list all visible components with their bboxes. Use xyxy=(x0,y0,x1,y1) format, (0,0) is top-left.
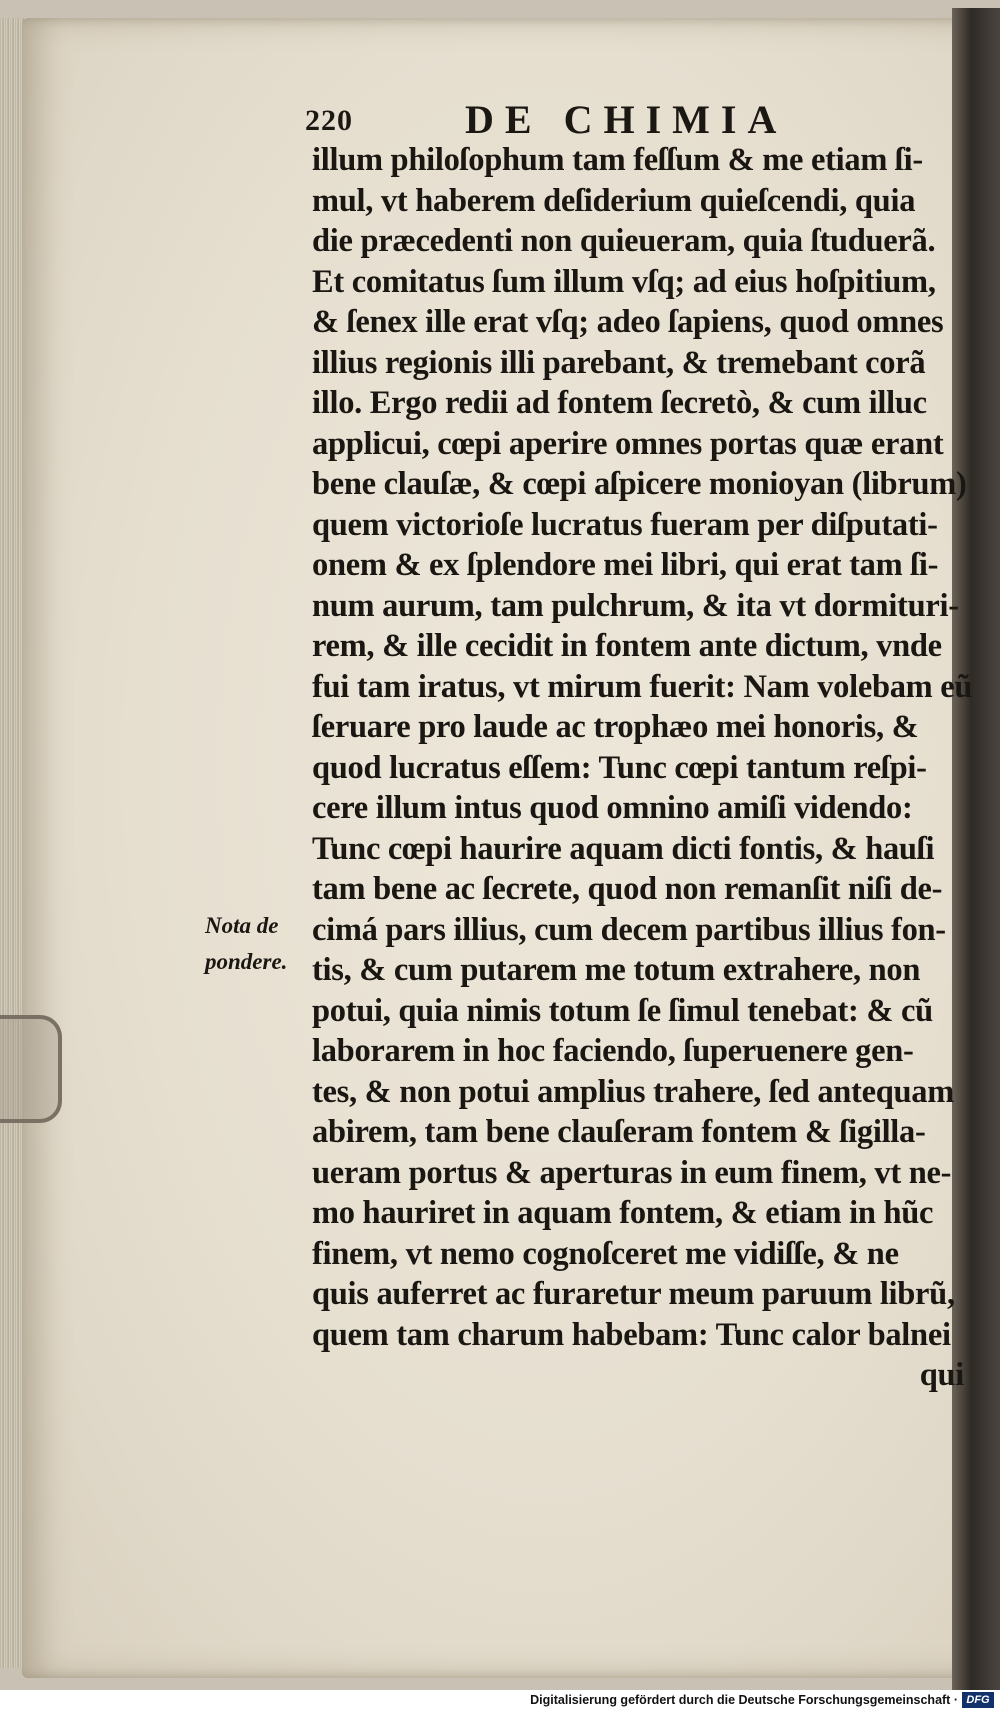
text-line: tam bene ac ſecrete, quod non remanſit niſi de- xyxy=(312,871,943,907)
text-line: ſeruare pro laude ac trophæo mei honoris, & xyxy=(312,709,919,745)
text-line: onem & ex ſplendore mei libri, qui erat tam ſi- xyxy=(312,547,939,583)
catchword: qui xyxy=(919,1357,964,1393)
margin-note xyxy=(205,908,305,980)
text-line: finem, vt nemo cognoſceret me vidiſſe, & ne xyxy=(312,1235,899,1272)
text-line: quod lucratus eſſem: Tunc cœpi tantum reſpi- xyxy=(312,749,927,786)
text-line: Tunc cœpi haurire aquam dicti fontis, & hauſi xyxy=(312,830,935,867)
text-line: illius regionis illi parebant, & tremebant corã xyxy=(312,344,926,381)
text-line: num aurum, tam pulchrum, & ita vt dormituri- xyxy=(312,587,959,624)
text-line: Et comitatus ſum illum vſq; ad eius hoſpitium, xyxy=(312,263,936,300)
text-line: quem tam charum habebam: Tunc calor balnei xyxy=(312,1316,951,1353)
text-line: die præcedenti non quieueram, quia ſtuduerã. xyxy=(312,223,936,259)
funding-credit: Digitalisierung gefördert durch die Deutsche Forschungsgemeinschaft · xyxy=(530,1693,958,1707)
text-line: quis auferret ac furaretur meum paruum librũ, xyxy=(312,1276,955,1312)
text-line: cimá pars illius, cum decem partibus illius fon- xyxy=(312,911,946,948)
text-line: laborarem in hoc faciendo, ſuperuenere gen- xyxy=(312,1033,914,1069)
text-line: ueram portus & aperturas in eum finem, vt ne- xyxy=(312,1154,952,1191)
text-line: fui tam iratus, vt mirum fuerit: Nam volebam eũ xyxy=(312,668,973,705)
page-number: 220 xyxy=(305,104,353,137)
text-line: mo hauriret in aquam fontem, & etiam in hũc xyxy=(312,1195,934,1231)
margin-note-line: pondere. xyxy=(205,949,288,974)
text-line: tis, & cum putarem me totum extrahere, non xyxy=(312,952,921,988)
text-line: & ſenex ille erat vſq; adeo ſapiens, quod omnes xyxy=(312,304,944,340)
text-line: tes, & non potui amplius trahere, ſed antequam xyxy=(312,1073,954,1110)
clasp-ribbon xyxy=(0,1015,62,1123)
text-line: illum philoſophum tam feſſum & me etiam ſi- xyxy=(312,142,923,178)
text-line: applicui, cœpi aperire omnes portas quæ erant xyxy=(312,425,944,462)
text-line: potui, quia nimis totum ſe ſimul tenebat: & cũ xyxy=(312,992,933,1029)
text-line: mul, vt haberem deſiderium quieſcendi, quia xyxy=(312,182,916,219)
text-line: quem victorioſe lucratus fueram per diſputati- xyxy=(312,506,938,543)
running-title: DE CHIMIA xyxy=(465,97,788,142)
margin-note-line: Nota de xyxy=(205,913,279,938)
dfg-logo-icon: DFG xyxy=(962,1692,994,1708)
text-line: bene clauſæ, & cœpi aſpicere monioyan (librum) xyxy=(312,466,967,502)
text-line: illo. Ergo redii ad fontem ſecretò, & cum illuc xyxy=(312,385,927,421)
body-text xyxy=(312,140,973,1396)
footer-bar xyxy=(0,1690,1000,1713)
text-line: cere illum intus quod omnino amiſi videndo: xyxy=(312,790,913,826)
text-line: rem, & ille cecidit in fontem ante dictum, vnde xyxy=(312,628,942,664)
text-line: abirem, tam bene clauſeram fontem & ſigilla- xyxy=(312,1114,926,1150)
